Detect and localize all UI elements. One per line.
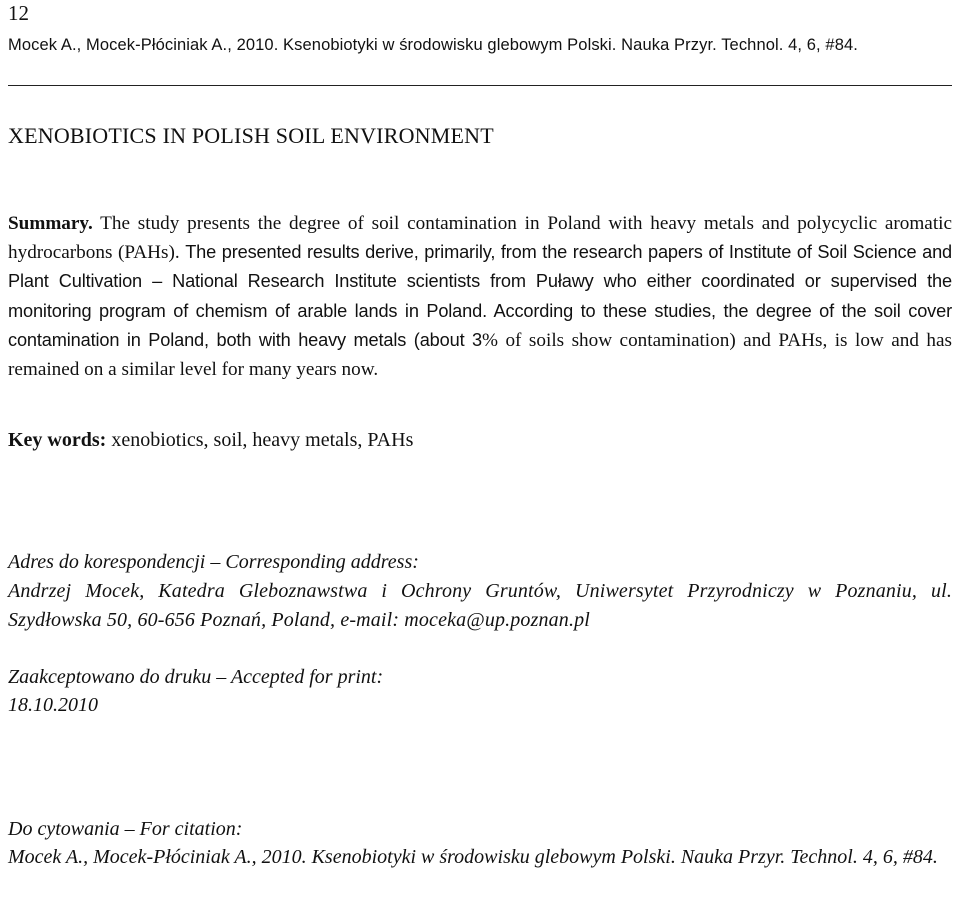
address-label: Adres do korespondencji – Corresponding address: <box>8 551 419 573</box>
citation-text: Mocek A., Mocek-Płóciniak A., 2010. Ksenobiotyki w środowisku glebowym Polski. Nauka Przyr. Technol. 4, 6, #84. <box>8 846 938 868</box>
summary-paragraph <box>8 209 952 384</box>
summary-label: Summary. <box>8 213 93 234</box>
page-number: 12 <box>8 1 29 25</box>
accepted-date: 18.10.2010 <box>8 694 98 716</box>
citation-label: Do cytowania – For citation: <box>8 818 243 840</box>
header-citation: Mocek A., Mocek-Płóciniak A., 2010. Ksenobiotyki w środowisku glebowym Polski. Nauka Przyr. Technol. 4, 6, #84. <box>8 36 858 54</box>
article-title: XENOBIOTICS IN POLISH SOIL ENVIRONMENT <box>8 123 494 148</box>
keywords-line <box>8 426 413 454</box>
keywords-text: xenobiotics, soil, heavy metals, PAHs <box>106 429 414 451</box>
summary-text-part3: % of soils show contamination) and PAHs, is low and has remained on a similar level for many years now. <box>8 329 952 381</box>
keywords-label: Key words: <box>8 429 107 451</box>
summary-text-part1: The study presents the degree of soil contamination in Poland with heavy metals and polycyclic aromatic hydrocarbons (PAHs). <box>8 213 952 264</box>
address-text: Andrzej Mocek, Katedra Gleboznawstwa i Ochrony Gruntów, Uniwersytet Przyrodniczy w Poznaniu, ul. Szydłowska 50, 60-656 Poznań, Poland, e-mail: moceka@up.poznan.pl <box>8 580 952 631</box>
summary-text-part2: The presented results derive, primarily, from the research papers of Institute of Soil Science and Plant Cultivation – National Research Institute scientists from Puławy who either coordinated or supervised the monitoring program of chemism of arable lands in Poland. According to these studies, the degree of the soil cover contamination in Poland, both with heavy metals (about 3 <box>8 242 952 350</box>
accepted-label: Zaakceptowano do druku – Accepted for print: <box>8 666 384 688</box>
header-divider <box>8 85 952 86</box>
